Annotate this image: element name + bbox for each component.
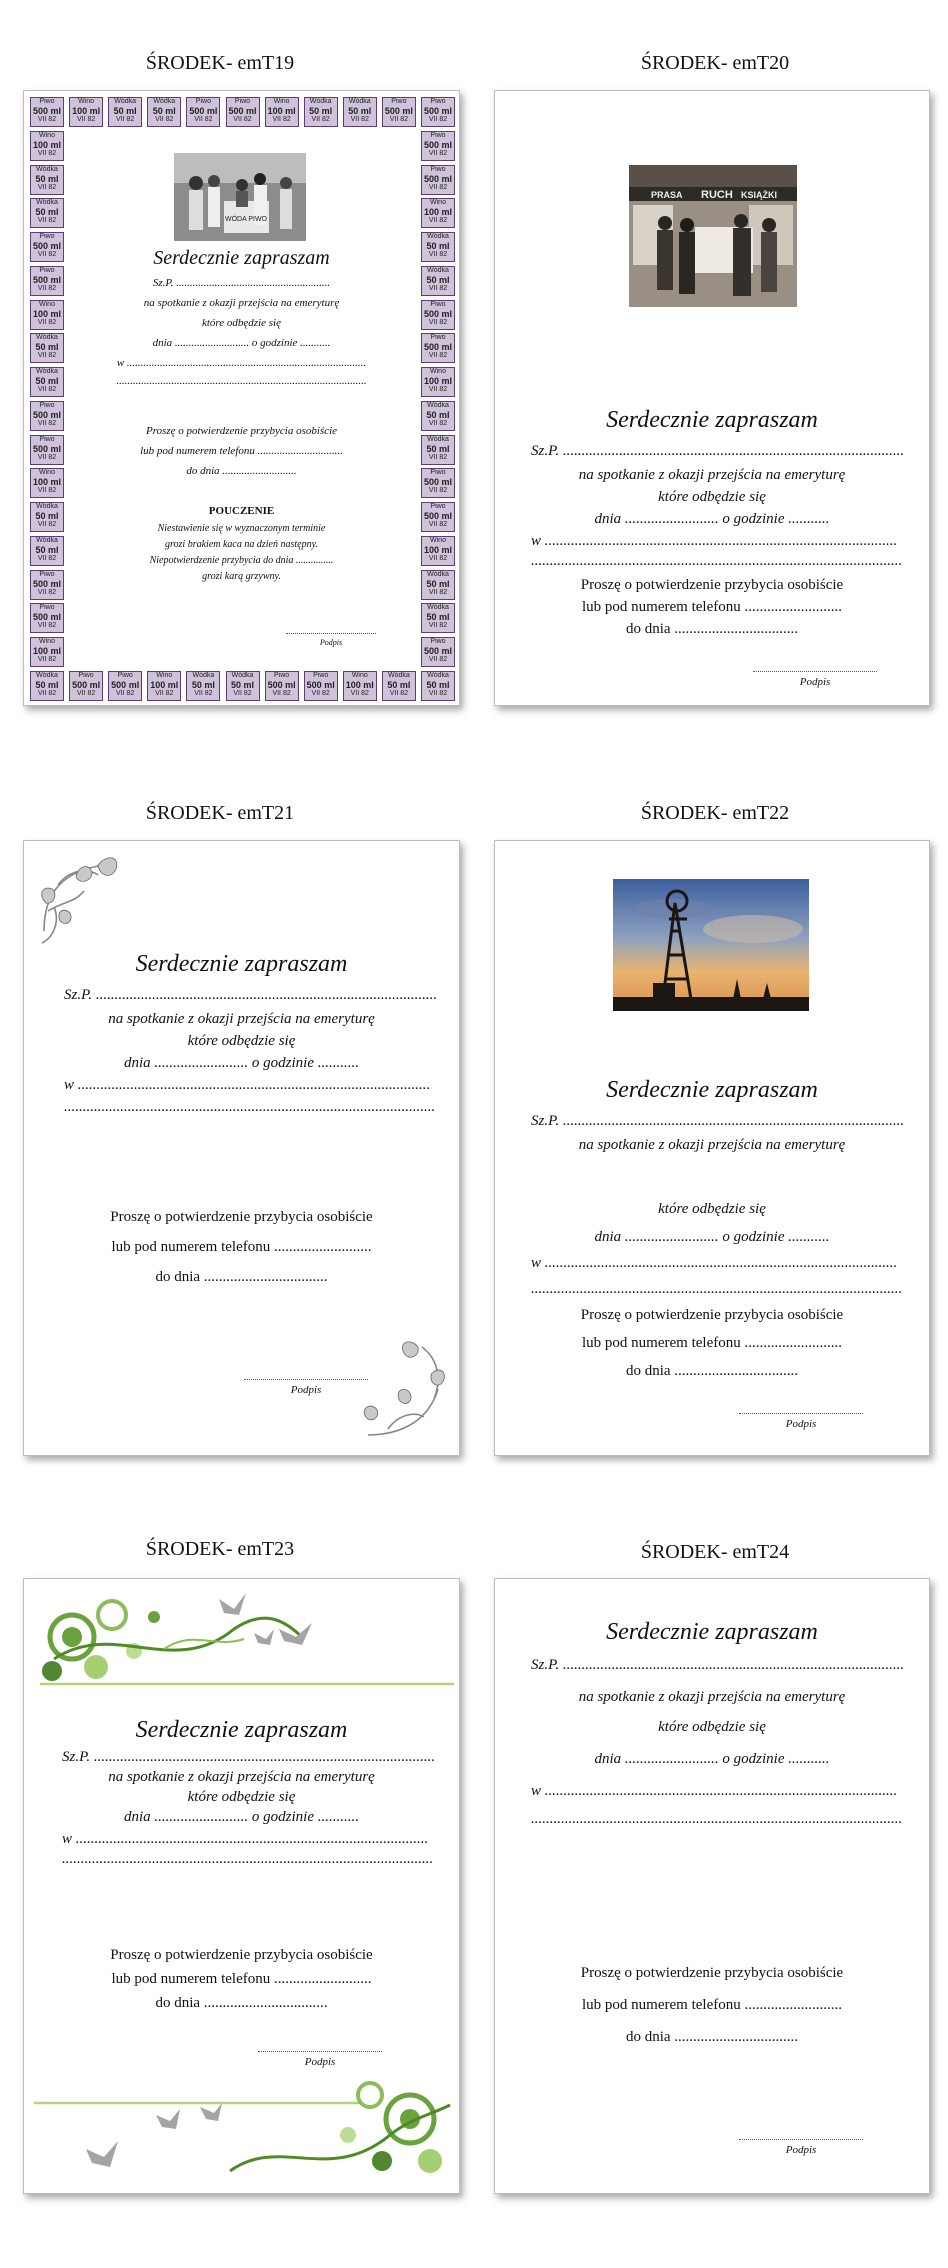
caption-emT21: ŚRODEK- emT21 [145,802,295,824]
date-time-line: dnia ......................... o godzinie ........... [594,1229,830,1245]
recipient-line: Sz.P. ........................................................................................... [531,1657,905,1673]
which-line: które odbędzie się [658,1719,766,1735]
invitation-title: Serdecznie zapraszam [606,1619,818,1645]
place-line: w .............................................................................................. [531,1783,898,1799]
stamp: Piwo 500 ml VII 82 [69,671,103,701]
stamp: Piwo 500 ml VII 82 [304,671,338,701]
meeting-line: na spotkanie z okazji przejścia na emeryturę [578,467,846,483]
caption-emT24: ŚRODEK- emT24 [640,1541,790,1563]
place-line: w .............................................................................................. [531,1255,898,1271]
stamp: Piwo 500 ml VII 82 [421,502,455,532]
stamp: Wino 100 ml VII 82 [147,671,181,701]
signature-label: Podpis [319,638,343,647]
phone-line: lub pod numerem telefonu .......................... [111,1239,372,1255]
kiosk-photo [629,165,797,307]
stamp: Piwo 500 ml VII 82 [186,97,220,127]
notice-line-1: Niestawienie się w wyznaczonym terminie [157,523,326,534]
dotted-line: ................................................................................................... [531,1281,903,1297]
until-line: do dnia ................................. [625,1363,799,1379]
signature-label: Podpis [290,1384,322,1396]
stamp: Wódka 50 ml VII 82 [421,671,455,701]
signature-label: Podpis [785,2144,817,2156]
confirm-line: Proszę o potwierdzenie przybycia osobiście [110,1209,373,1225]
caption-emT20: ŚRODEK- emT20 [640,52,790,74]
which-line: które odbędzie się [187,1033,296,1049]
stamp: Wódka 50 ml VII 82 [421,435,455,465]
signature-label: Podpis [785,1418,817,1430]
stamp: Wódka 50 ml VII 82 [30,165,64,195]
green-floral-ornament-top [34,1589,454,1699]
kiosk-word-3: KSIĄŻKI [741,190,777,200]
signature [739,1413,863,1430]
invitation-page-emT24 [494,1578,930,2194]
caption-emT19: ŚRODEK- emT19 [145,52,295,74]
invitation-page-emT22 [494,840,930,1456]
signature [258,2051,382,2068]
dotted-line: ................................................................................................... [62,1851,434,1867]
stamp: Piwo 500 ml VII 82 [421,468,455,498]
dotted-line: ................................................................................................... [531,1811,903,1827]
photo-sign-text: WÓDA PIWO [225,216,267,223]
stamp: Piwo 500 ml VII 82 [421,333,455,363]
stamp: Wino 100 ml VII 82 [30,300,64,330]
signature [286,633,376,647]
stamp: Piwo 500 ml VII 82 [30,97,64,127]
stamp: Piwo 500 ml VII 82 [30,401,64,431]
confirm-line: Proszę o potwierdzenie przybycia osobiście [145,425,338,437]
meeting-line: na spotkanie z okazji przejścia na emeryturę [578,1137,846,1153]
invitation-title: Serdecznie zapraszam [606,407,818,433]
phone-line: lub pod numerem telefonu .......................... [582,1997,842,2013]
stamp: Wódka 50 ml VII 82 [30,198,64,228]
stamp: Wino 100 ml VII 82 [421,367,455,397]
stamp: Wino 100 ml VII 82 [421,198,455,228]
floral-ornament-top-left [34,851,124,951]
place-line: w ....................................................................................... [116,357,367,369]
stamp: Wódka 50 ml VII 82 [186,671,220,701]
invitation-page-emT21 [23,840,460,1456]
stamp: Wino 100 ml VII 82 [265,97,299,127]
stamp: Piwo 500 ml VII 82 [226,97,260,127]
stamp: Piwo 500 ml VII 82 [30,266,64,296]
stamp: Wódka 50 ml VII 82 [421,570,455,600]
which-line: które odbędzie się [201,317,281,329]
green-floral-ornament-bottom [30,2075,454,2191]
notice-line-3: Niepotwierdzenie przybycia do dnia ............... [149,555,334,566]
which-line: które odbędzie się [658,1201,766,1217]
signature-label: Podpis [799,676,831,688]
stamp: Wódka 50 ml VII 82 [30,367,64,397]
place-line: w .............................................................................................. [531,533,898,549]
signature-label: Podpis [304,2056,336,2068]
stamp: Piwo 500 ml VII 82 [421,165,455,195]
confirm-line: Proszę o potwierdzenie przybycia osobiście [580,577,844,593]
recipient-line: Sz.P. ........................................................................................... [64,987,438,1003]
stamp: Piwo 500 ml VII 82 [30,570,64,600]
stamp: Piwo 500 ml VII 82 [421,637,455,667]
until-line: do dnia ................................. [155,1995,328,2011]
meeting-line: na spotkanie z okazji przejścia na emeryturę [108,1769,375,1785]
stamp: Piwo 500 ml VII 82 [421,131,455,161]
stamp: Wódka 50 ml VII 82 [421,603,455,633]
place-line: w .............................................................................................. [64,1077,431,1093]
floral-ornament-bottom-right [358,1339,448,1444]
signature [753,671,877,688]
stamp: Piwo 500 ml VII 82 [30,603,64,633]
until-line: do dnia ........................... [186,465,297,477]
signature [739,2139,863,2156]
notice-title: POUCZENIE [208,505,275,517]
invitation-title: Serdecznie zapraszam [153,247,330,269]
notice-line-4: grozi karą grzywny. [202,571,281,582]
stamp: Piwo 500 ml VII 82 [421,300,455,330]
kiosk-word-2: RUCH [701,189,733,201]
place-line: w .............................................................................................. [62,1831,429,1847]
signature [244,1379,368,1396]
date-time-line: dnia ......................... o godzinie ........... [594,1751,830,1767]
stamp: Wódka 50 ml VII 82 [421,232,455,262]
kiosk-word-1: PRASA [651,190,683,200]
stamp: Piwo 500 ml VII 82 [108,671,142,701]
phone-line: lub pod numerem telefonu ............................... [140,445,343,457]
stamp: Wódka 50 ml VII 82 [30,502,64,532]
recipient-line: Sz.P. ........................................................ [152,277,331,289]
invitation-title: Serdecznie zapraszam [606,1077,818,1103]
dotted-line: ................................................................................................... [64,1099,436,1115]
dotted-line: ................................................................................................... [531,553,903,569]
stamp: Piwo 500 ml VII 82 [382,97,416,127]
invitation-title: Serdecznie zapraszam [135,951,348,977]
stamp: Wino 100 ml VII 82 [343,671,377,701]
stamp: Wino 100 ml VII 82 [30,131,64,161]
stamp: Wino 100 ml VII 82 [69,97,103,127]
retro-photo [174,153,306,241]
which-line: które odbędzie się [187,1789,296,1805]
meeting-line: na spotkanie z okazji przejścia na emeryturę [108,1011,375,1027]
date-time-line: dnia ........................... o godzinie ........... [152,337,331,349]
stamp: Wino 100 ml VII 82 [421,536,455,566]
stamp: Wódka 50 ml VII 82 [421,266,455,296]
date-time-line: dnia ......................... o godzinie ........... [124,1055,359,1071]
stamp: Wódka 50 ml VII 82 [382,671,416,701]
invitation-page-emT20 [494,90,930,706]
stamp: Wódka 50 ml VII 82 [226,671,260,701]
recipient-line: Sz.P. ........................................................................................... [531,443,905,459]
dotted-line: ........................................................................................... [116,375,367,387]
stamp: Wódka 50 ml VII 82 [108,97,142,127]
invitation-page-emT19 [23,90,460,706]
confirm-line: Proszę o potwierdzenie przybycia osobiście [580,1965,844,1981]
stamp: Wódka 50 ml VII 82 [147,97,181,127]
stamp: Wódka 50 ml VII 82 [30,333,64,363]
phone-line: lub pod numerem telefonu .......................... [111,1971,372,1987]
caption-emT22: ŚRODEK- emT22 [640,802,790,824]
date-time-line: dnia ......................... o godzinie ........... [594,511,830,527]
until-line: do dnia ................................. [625,621,799,637]
recipient-line: Sz.P. ........................................................................................... [531,1113,905,1129]
date-time-line: dnia ......................... o godzinie ........... [124,1809,359,1825]
meeting-line: na spotkanie z okazji przejścia na emeryturę [143,297,340,309]
confirm-line: Proszę o potwierdzenie przybycia osobiście [110,1947,373,1963]
stamp: Piwo 500 ml VII 82 [30,232,64,262]
phone-line: lub pod numerem telefonu .......................... [582,599,842,615]
stamp: Wódka 50 ml VII 82 [30,536,64,566]
recipient-line: Sz.P. ........................................................................................... [62,1749,436,1765]
stamp: Piwo 500 ml VII 82 [265,671,299,701]
confirm-line: Proszę o potwierdzenie przybycia osobiście [580,1307,844,1323]
stamp: Piwo 500 ml VII 82 [30,435,64,465]
meeting-line: na spotkanie z okazji przejścia na emeryturę [578,1689,846,1705]
stamp: Wódka 50 ml VII 82 [304,97,338,127]
caption-emT23: ŚRODEK- emT23 [145,1538,295,1560]
invitation-title: Serdecznie zapraszam [135,1717,348,1743]
stamp: Wódka 50 ml VII 82 [343,97,377,127]
stamp: Wino 100 ml VII 82 [30,468,64,498]
which-line: które odbędzie się [658,489,766,505]
mine-shaft-photo [613,879,809,1011]
stamp: Wódka 50 ml VII 82 [30,671,64,701]
notice-line-2: grozi brakiem kaca na dzień następny. [165,539,318,550]
until-line: do dnia ................................. [625,2029,799,2045]
stamp: Wódka 50 ml VII 82 [421,401,455,431]
until-line: do dnia ................................. [155,1269,328,1285]
phone-line: lub pod numerem telefonu .......................... [582,1335,842,1351]
invitation-page-emT23 [23,1578,460,2194]
stamp: Piwo 500 ml VII 82 [421,97,455,127]
stamp: Wino 100 ml VII 82 [30,637,64,667]
